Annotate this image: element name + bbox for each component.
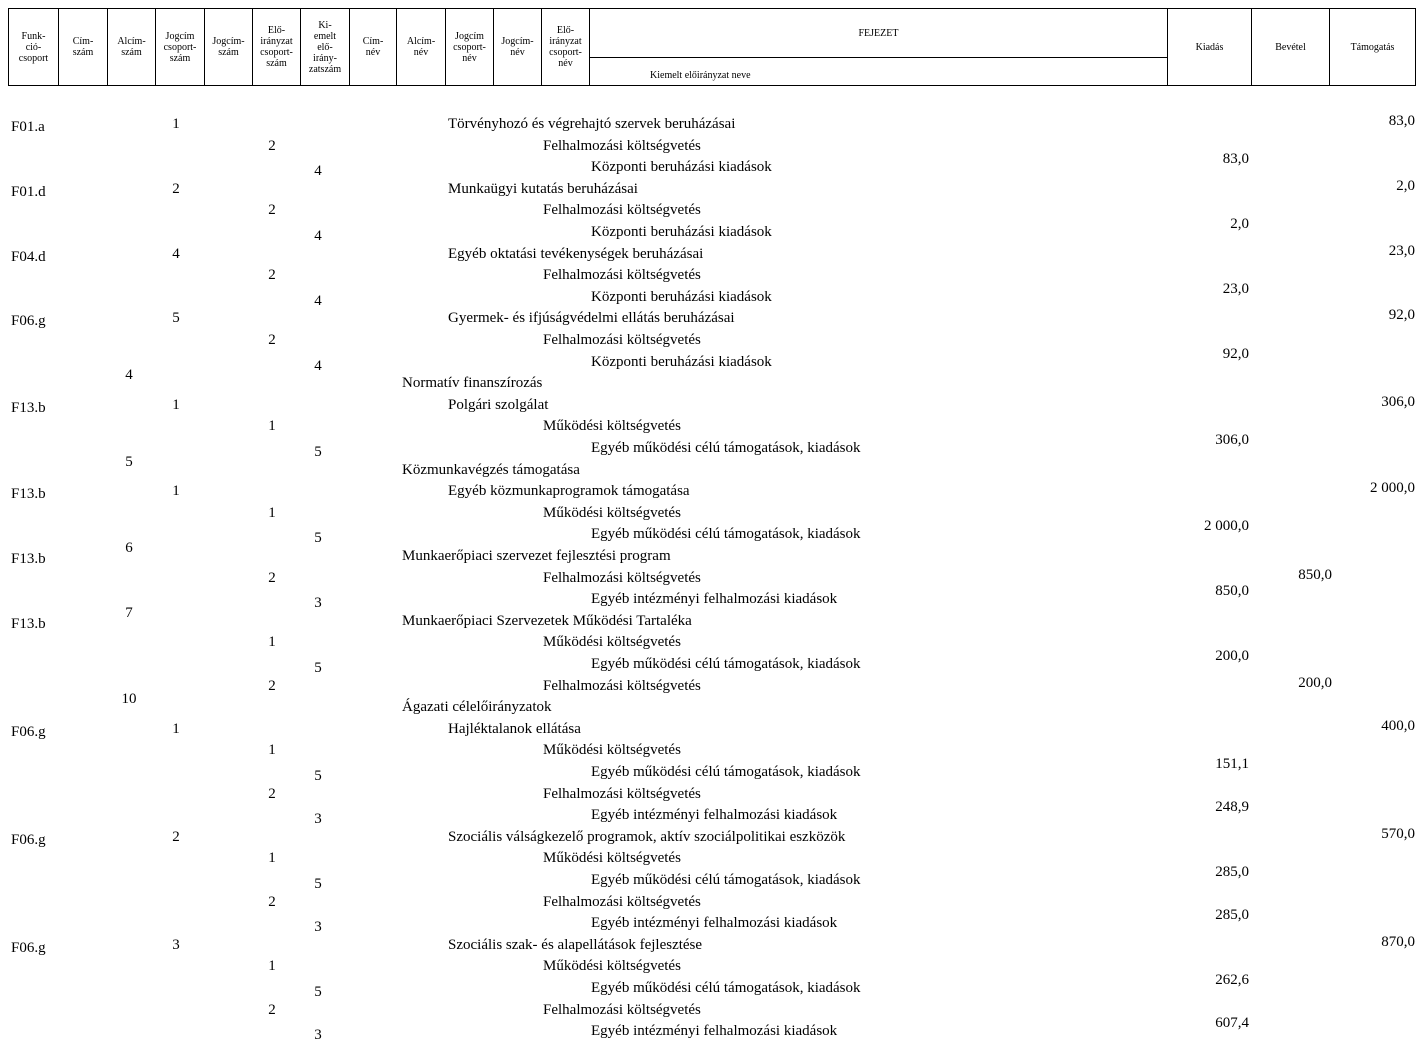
item-name-cell: Normatív finanszírozás xyxy=(402,375,543,391)
eloiranyzat-csoport-szam-cell: 2 xyxy=(268,570,276,586)
eloiranyzat-csoport-szam-cell: 2 xyxy=(268,678,276,694)
col-jogcim-csoport-szam: Jogcím csoport- szám xyxy=(156,9,205,85)
item-name-cell: Működési költségvetés xyxy=(543,634,681,650)
kiadas-cell: 151,1 xyxy=(1215,756,1249,772)
eloiranyzat-csoport-szam-cell: 2 xyxy=(268,786,276,802)
jogcim-csoport-szam-cell: 1 xyxy=(172,397,180,413)
item-name-cell: Törvényhozó és végrehajtó szervek beruházásai xyxy=(448,116,736,132)
tamogatas-cell: 400,0 xyxy=(1381,718,1415,734)
kiadas-cell: 262,6 xyxy=(1215,972,1249,988)
kiemelt-eloiranyzat-szam-cell: 5 xyxy=(314,984,322,1000)
item-name-cell: Közmunkavégzés támogatása xyxy=(402,462,580,478)
item-name-cell: Működési költségvetés xyxy=(543,505,681,521)
col-alcim-nev: Alcím- név xyxy=(397,9,446,85)
funkcio-csoport-cell: F04.d xyxy=(11,249,46,265)
item-name-cell: Egyéb intézményi felhalmozási kiadások xyxy=(591,591,838,607)
kiemelt-eloiranyzat-szam-cell: 3 xyxy=(314,811,322,827)
alcim-szam-cell: 6 xyxy=(125,540,133,556)
eloiranyzat-csoport-szam-cell: 2 xyxy=(268,1002,276,1018)
tamogatas-cell: 83,0 xyxy=(1388,113,1415,129)
tamogatas-cell: 23,0 xyxy=(1388,243,1415,259)
funkcio-csoport-cell: F13.b xyxy=(11,616,46,632)
item-name-cell: Hajléktalanok ellátása xyxy=(448,721,581,737)
jogcim-csoport-szam-cell: 2 xyxy=(172,829,180,845)
item-name-cell: Felhalmozási költségvetés xyxy=(543,138,701,154)
item-name-cell: Munkaerőpiaci szervezet fejlesztési program xyxy=(402,548,671,564)
funkcio-csoport-cell: F06.g xyxy=(11,724,46,740)
item-name-cell: Egyéb működési célú támogatások, kiadások xyxy=(591,440,861,456)
item-name-cell: Működési költségvetés xyxy=(543,742,681,758)
item-name-cell: Egyéb oktatási tevékenységek beruházásai xyxy=(448,246,704,262)
item-name-cell: Gyermek- és ifjúságvédelmi ellátás beruházásai xyxy=(448,310,735,326)
col-eloiranyzat-csoport-szam: Elő- irányzat csoport- szám xyxy=(253,9,301,85)
item-name-cell: Egyéb működési célú támogatások, kiadások xyxy=(591,980,861,996)
item-name-cell: Központi beruházási kiadások xyxy=(591,354,772,370)
col-funkcio-csoport: Funk- ció- csoport xyxy=(9,9,59,85)
funkcio-csoport-cell: F06.g xyxy=(11,940,46,956)
funkcio-csoport-cell: F13.b xyxy=(11,400,46,416)
tamogatas-cell: 870,0 xyxy=(1381,934,1415,950)
item-name-cell: Felhalmozási költségvetés xyxy=(543,1002,701,1018)
kiemelt-eloiranyzat-szam-cell: 5 xyxy=(314,660,322,676)
item-name-cell: Felhalmozási költségvetés xyxy=(543,332,701,348)
alcim-szam-cell: 4 xyxy=(125,367,133,383)
col-bevetel: Bevétel xyxy=(1252,9,1330,85)
item-name-cell: Felhalmozási költségvetés xyxy=(543,267,701,283)
kiadas-cell: 248,9 xyxy=(1215,799,1249,815)
jogcim-csoport-szam-cell: 5 xyxy=(172,310,180,326)
eloiranyzat-csoport-szam-cell: 1 xyxy=(268,958,276,974)
item-name-cell: Egyéb működési célú támogatások, kiadások xyxy=(591,526,861,542)
kiemelt-eloiranyzat-szam-cell: 4 xyxy=(314,163,322,179)
item-name-cell: Működési költségvetés xyxy=(543,418,681,434)
item-name-cell: Szociális válságkezelő programok, aktív szociálpolitikai eszközök xyxy=(448,829,846,845)
col-kiadas: Kiadás xyxy=(1168,9,1252,85)
kiemelt-eloiranyzat-szam-cell: 4 xyxy=(314,228,322,244)
funkcio-csoport-cell: F13.b xyxy=(11,486,46,502)
kiemelt-eloiranyzat-szam-cell: 5 xyxy=(314,444,322,460)
kiadas-cell: 2 000,0 xyxy=(1204,518,1249,534)
item-name-cell: Egyéb működési célú támogatások, kiadások xyxy=(591,656,861,672)
item-name-cell: Felhalmozási költségvetés xyxy=(543,678,701,694)
col-cim-nev: Cím- név xyxy=(350,9,397,85)
item-name-cell: Egyéb intézményi felhalmozási kiadások xyxy=(591,915,838,931)
col-jogcim-szam: Jogcím- szám xyxy=(205,9,253,85)
kiemelt-eloiranyzat-szam-cell: 4 xyxy=(314,358,322,374)
eloiranyzat-csoport-szam-cell: 1 xyxy=(268,418,276,434)
kiemelt-eloiranyzat-szam-cell: 5 xyxy=(314,876,322,892)
item-name-cell: Munkaügyi kutatás beruházásai xyxy=(448,181,638,197)
item-name-cell: Központi beruházási kiadások xyxy=(591,289,772,305)
item-name-cell: Működési költségvetés xyxy=(543,850,681,866)
eloiranyzat-csoport-szam-cell: 1 xyxy=(268,742,276,758)
eloiranyzat-csoport-szam-cell: 1 xyxy=(268,634,276,650)
col-alcim-szam: Alcím- szám xyxy=(108,9,156,85)
funkcio-csoport-cell: F01.d xyxy=(11,184,46,200)
tamogatas-cell: 2 000,0 xyxy=(1370,480,1415,496)
item-name-cell: Egyéb működési célú támogatások, kiadások xyxy=(591,764,861,780)
col-eloiranyzat-csoport-nev: Elő- irányzat csoport- név xyxy=(542,9,590,85)
bevetel-cell: 200,0 xyxy=(1298,675,1332,691)
col-jogcim-csoport-nev: Jogcím csoport- név xyxy=(446,9,494,85)
kiemelt-eloiranyzat-neve-label: Kiemelt előirányzat neve xyxy=(650,70,751,81)
item-name-cell: Szociális szak- és alapellátások fejlesztése xyxy=(448,937,703,953)
col-tamogatas: Támogatás xyxy=(1350,41,1395,53)
kiemelt-eloiranyzat-szam-cell: 5 xyxy=(314,768,322,784)
col-kiemelt-eloiranyzat-szam: Ki- emelt elő- irány- zatszám xyxy=(301,9,350,85)
tamogatas-cell: 306,0 xyxy=(1381,394,1415,410)
jogcim-csoport-szam-cell: 3 xyxy=(172,937,180,953)
kiadas-cell: 607,4 xyxy=(1215,1015,1249,1031)
kiemelt-eloiranyzat-szam-cell: 5 xyxy=(314,530,322,546)
funkcio-csoport-cell: F06.g xyxy=(11,313,46,329)
kiadas-cell: 2,0 xyxy=(1230,216,1249,232)
item-name-cell: Felhalmozási költségvetés xyxy=(543,570,701,586)
eloiranyzat-csoport-szam-cell: 2 xyxy=(268,894,276,910)
eloiranyzat-csoport-szam-cell: 2 xyxy=(268,202,276,218)
eloiranyzat-csoport-szam-cell: 2 xyxy=(268,267,276,283)
kiadas-cell: 850,0 xyxy=(1215,583,1249,599)
kiadas-cell: 200,0 xyxy=(1215,648,1249,664)
tamogatas-cell: 92,0 xyxy=(1388,307,1415,323)
kiadas-cell: 23,0 xyxy=(1222,281,1249,297)
jogcim-csoport-szam-cell: 1 xyxy=(172,483,180,499)
kiemelt-eloiranyzat-szam-cell: 3 xyxy=(314,1027,322,1043)
jogcim-csoport-szam-cell: 2 xyxy=(172,181,180,197)
kiadas-cell: 83,0 xyxy=(1222,151,1249,167)
kiemelt-eloiranyzat-szam-cell: 3 xyxy=(314,919,322,935)
jogcim-csoport-szam-cell: 4 xyxy=(172,246,180,262)
kiadas-cell: 285,0 xyxy=(1215,907,1249,923)
item-name-cell: Egyéb intézményi felhalmozási kiadások xyxy=(591,807,838,823)
item-name-cell: Felhalmozási költségvetés xyxy=(543,894,701,910)
eloiranyzat-csoport-szam-cell: 1 xyxy=(268,505,276,521)
col-jogcim-nev: Jogcím- név xyxy=(494,9,542,85)
kiemelt-eloiranyzat-szam-cell: 3 xyxy=(314,595,322,611)
funkcio-csoport-cell: F06.g xyxy=(11,832,46,848)
item-name-cell: Egyéb közmunkaprogramok támogatása xyxy=(448,483,690,499)
item-name-cell: Egyéb intézményi felhalmozási kiadások xyxy=(591,1023,838,1039)
item-name-cell: Központi beruházási kiadások xyxy=(591,159,772,175)
funkcio-csoport-cell: F01.a xyxy=(11,119,45,135)
kiadas-cell: 306,0 xyxy=(1215,432,1249,448)
alcim-szam-cell: 5 xyxy=(125,454,133,470)
bevetel-cell: 850,0 xyxy=(1298,567,1332,583)
item-name-cell: Felhalmozási költségvetés xyxy=(543,786,701,802)
kiadas-cell: 92,0 xyxy=(1222,346,1249,362)
tamogatas-cell: 2,0 xyxy=(1396,178,1415,194)
alcim-szam-cell: 10 xyxy=(121,691,137,707)
eloiranyzat-csoport-szam-cell: 2 xyxy=(268,332,276,348)
jogcim-csoport-szam-cell: 1 xyxy=(172,721,180,737)
item-name-cell: Egyéb működési célú támogatások, kiadások xyxy=(591,872,861,888)
funkcio-csoport-cell: F13.b xyxy=(11,551,46,567)
item-name-cell: Felhalmozási költségvetés xyxy=(543,202,701,218)
item-name-cell: Működési költségvetés xyxy=(543,958,681,974)
item-name-cell: Polgári szolgálat xyxy=(448,397,549,413)
item-name-cell: Munkaerőpiaci Szervezetek Működési Tartaléka xyxy=(402,613,692,629)
jogcim-csoport-szam-cell: 1 xyxy=(172,116,180,132)
eloiranyzat-csoport-szam-cell: 2 xyxy=(268,138,276,154)
alcim-szam-cell: 7 xyxy=(125,605,133,621)
eloiranyzat-csoport-szam-cell: 1 xyxy=(268,850,276,866)
kiadas-cell: 285,0 xyxy=(1215,864,1249,880)
col-cim-szam: Cím- szám xyxy=(59,9,108,85)
fejezet-label: FEJEZET xyxy=(590,9,1167,58)
item-name-cell: Központi beruházási kiadások xyxy=(591,224,772,240)
kiemelt-eloiranyzat-szam-cell: 4 xyxy=(314,293,322,309)
tamogatas-cell: 570,0 xyxy=(1381,826,1415,842)
item-name-cell: Ágazati célelőirányzatok xyxy=(402,699,552,715)
